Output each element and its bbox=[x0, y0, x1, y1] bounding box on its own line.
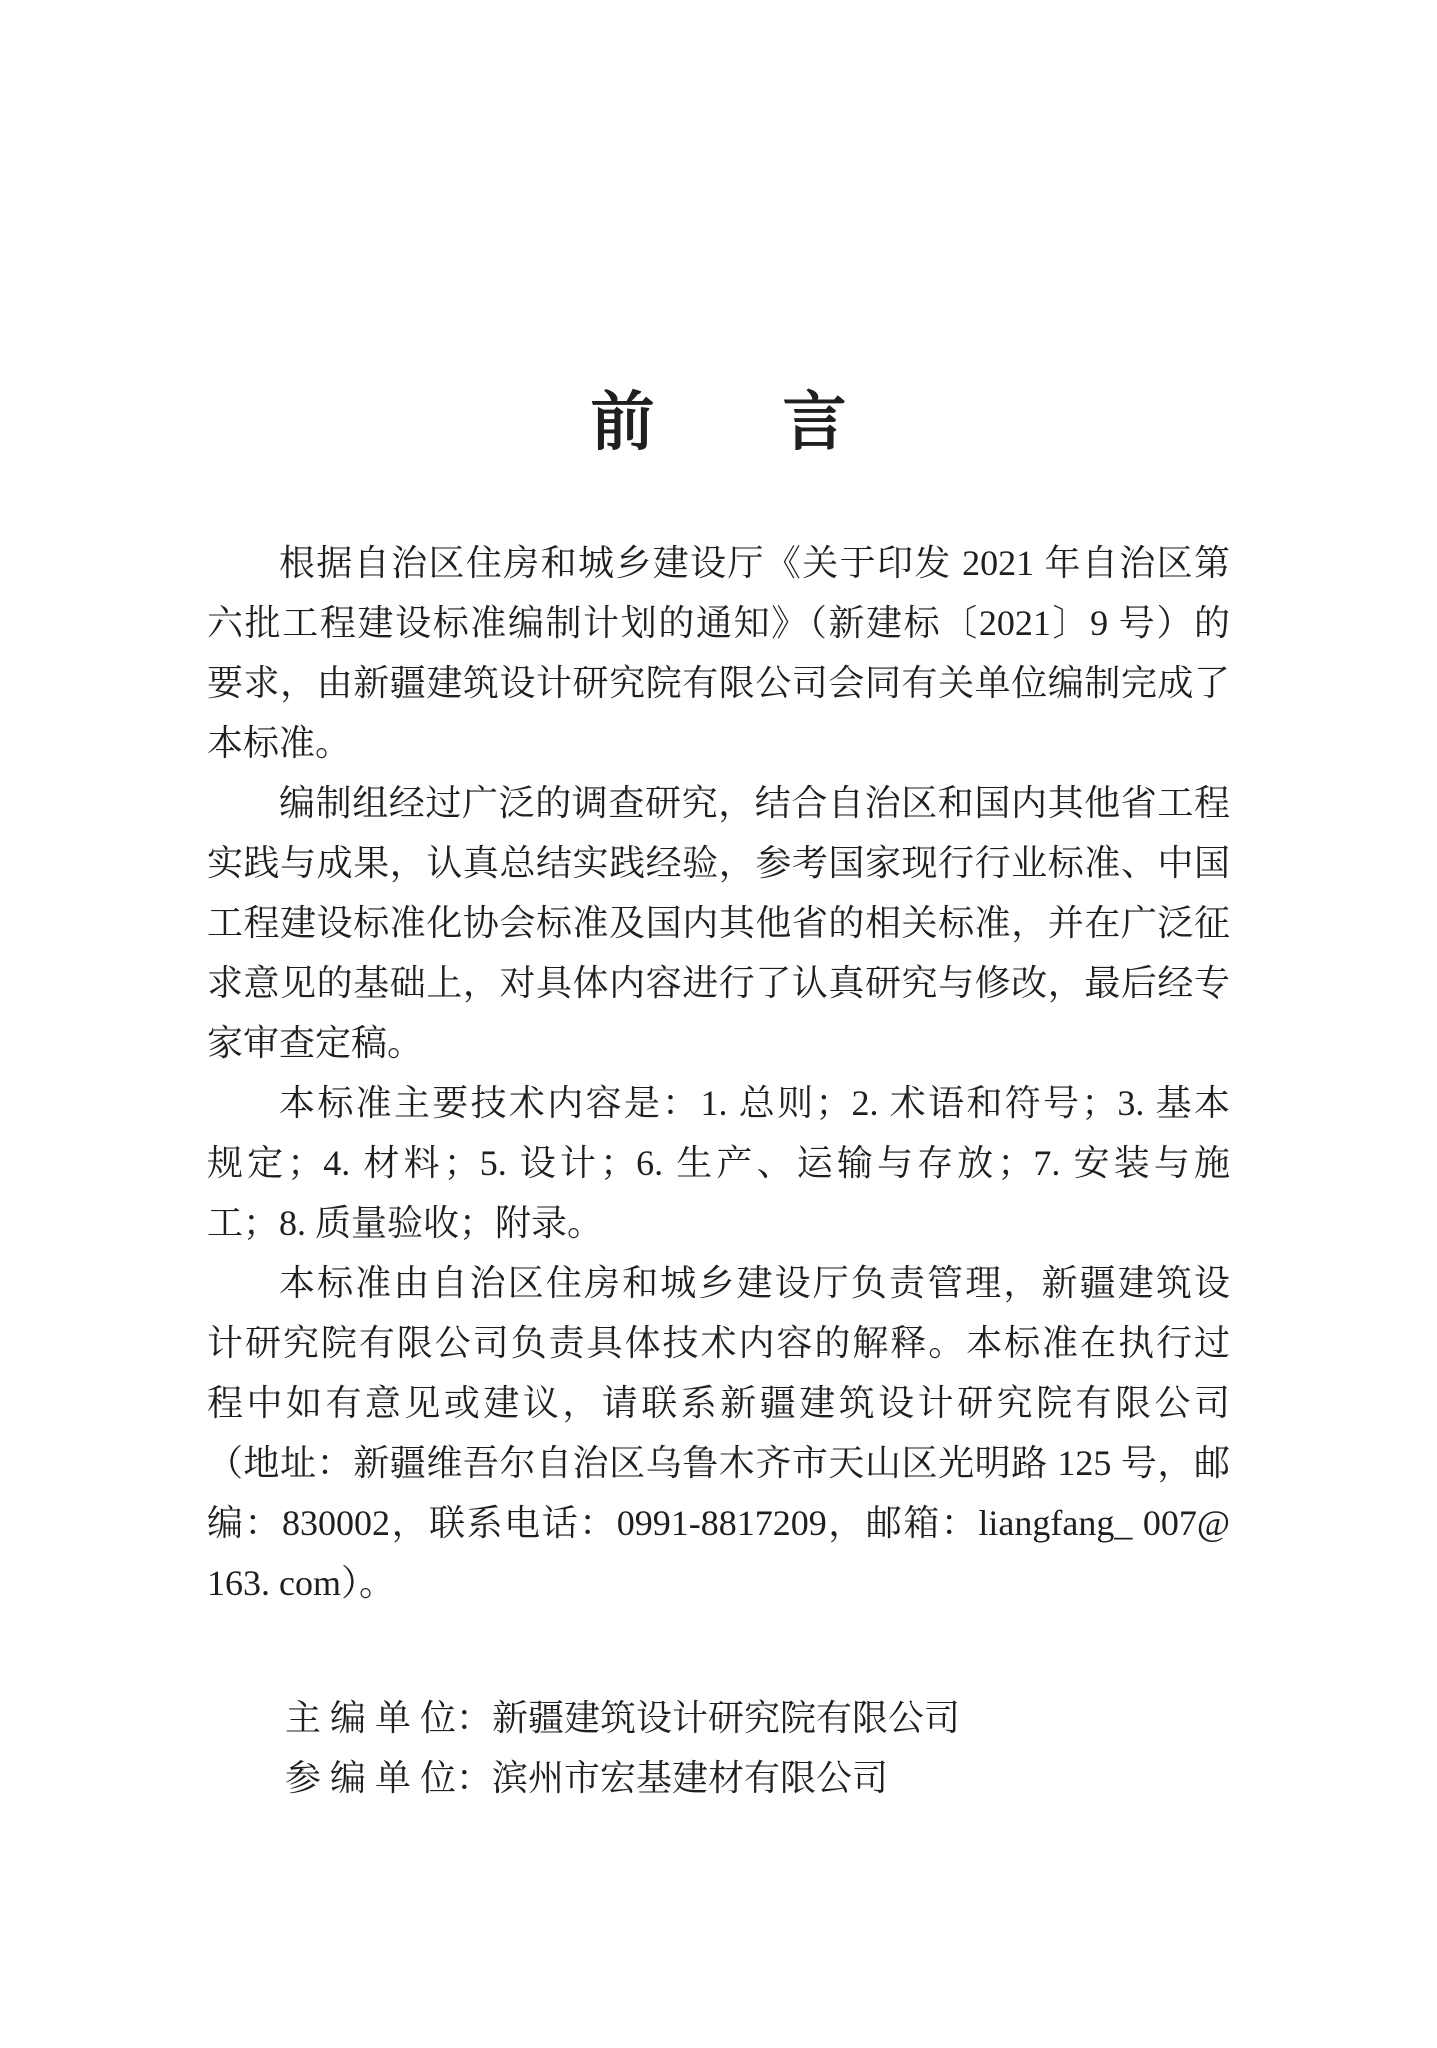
body-line: 规定；4. 材料；5. 设计；6. 生产、运输与存放；7. 安装与施 bbox=[207, 1143, 1230, 1183]
credit-label: 参 编 单 位： bbox=[285, 1758, 493, 1798]
body-line: 计研究院有限公司负责具体技术内容的解释。本标准在执行过 bbox=[207, 1323, 1230, 1363]
body-line: 本标准。 bbox=[207, 723, 352, 763]
body-line: 编：830002，联系电话：0991-8817209，邮箱：liangfang_ 007@ bbox=[207, 1503, 1230, 1543]
body-line: 六批工程建设标准编制计划的通知》（新建标〔2021〕9 号）的 bbox=[207, 603, 1230, 643]
body-line: 要求，由新疆建筑设计研究院有限公司会同有关单位编制完成了 bbox=[207, 663, 1230, 703]
body-line: 实践与成果，认真总结实践经验，参考国家现行行业标准、中国 bbox=[207, 843, 1230, 883]
document-body bbox=[207, 533, 1230, 1613]
credit-label: 主 编 单 位： bbox=[285, 1698, 493, 1738]
body-line: 163. com）。 bbox=[207, 1563, 395, 1603]
body-line: 程中如有意见或建议，请联系新疆建筑设计研究院有限公司 bbox=[207, 1383, 1230, 1423]
credits-section bbox=[207, 1688, 1230, 1808]
body-line: 本标准主要技术内容是：1. 总则；2. 术语和符号；3. 基本 bbox=[279, 1083, 1230, 1123]
body-line: 本标准由自治区住房和城乡建设厅负责管理，新疆建筑设 bbox=[279, 1263, 1230, 1303]
body-line: 工程建设标准化协会标准及国内其他省的相关标准，并在广泛征 bbox=[207, 903, 1230, 943]
body-line: 工；8. 质量验收；附录。 bbox=[207, 1203, 604, 1243]
page-title: 前 言 bbox=[590, 387, 847, 458]
credit-line-participating-editor bbox=[285, 1748, 1230, 1808]
body-line: 根据自治区住房和城乡建设厅《关于印发 2021 年自治区第 bbox=[279, 543, 1230, 583]
body-line: （地址：新疆维吾尔自治区乌鲁木齐市天山区光明路 125 号，邮 bbox=[207, 1443, 1230, 1483]
credit-line-chief-editor bbox=[285, 1688, 1230, 1748]
credit-value: 新疆建筑设计研究院有限公司 bbox=[492, 1698, 961, 1738]
credit-value: 滨州市宏基建材有限公司 bbox=[492, 1758, 889, 1798]
body-line: 家审查定稿。 bbox=[207, 1023, 424, 1063]
body-line: 编制组经过广泛的调查研究，结合自治区和国内其他省工程 bbox=[279, 783, 1230, 823]
body-line: 求意见的基础上，对具体内容进行了认真研究与修改，最后经专 bbox=[207, 963, 1230, 1003]
